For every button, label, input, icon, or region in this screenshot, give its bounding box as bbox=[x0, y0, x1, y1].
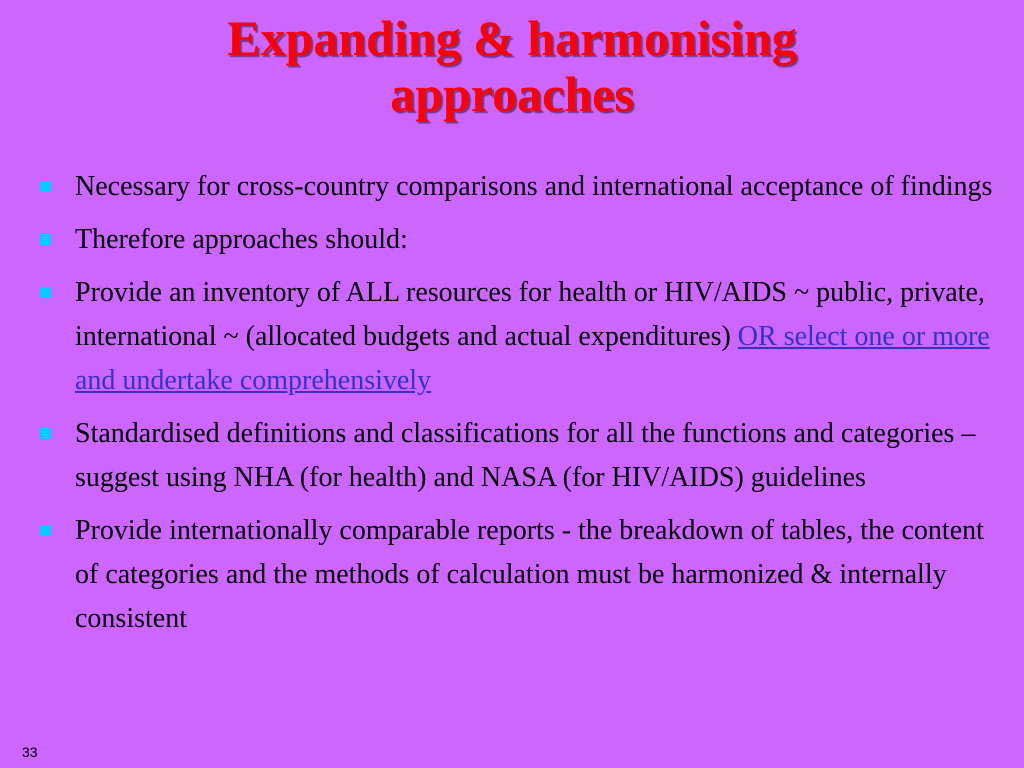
bullet-item bbox=[38, 509, 998, 641]
bullet-text: Necessary for cross-country comparisons and international acceptance of findings bbox=[75, 171, 993, 202]
bullet-item bbox=[38, 218, 998, 262]
bullet-text: Therefore approaches should: bbox=[75, 224, 408, 255]
bullet-text: Provide internationally comparable reports - the breakdown of tables, the content of categories and the methods of calculation must be harmonized & internally consistent bbox=[75, 515, 984, 634]
square-bullet-icon bbox=[40, 525, 51, 536]
square-bullet-icon bbox=[40, 287, 51, 298]
square-bullet-icon bbox=[40, 181, 51, 192]
bullet-item bbox=[38, 165, 998, 209]
slide-number: 33 bbox=[22, 744, 38, 760]
bullet-item bbox=[38, 412, 998, 500]
slide-title bbox=[0, 10, 1024, 122]
bullet-item bbox=[38, 271, 998, 403]
bullet-list bbox=[38, 165, 998, 650]
comprehensive-link[interactable]: OR select one or more and undertake comprehensively bbox=[75, 321, 990, 396]
square-bullet-icon bbox=[40, 428, 51, 439]
bullet-text: Provide an inventory of ALL resources for health or HIV/AIDS ~ public, private, international ~ (allocated budgets and actual expenditures) bbox=[75, 277, 985, 352]
bullet-text: Standardised definitions and classifications for all the functions and categories – suggest using NHA (for health) and NASA (for HIV/AIDS) guidelines bbox=[75, 418, 976, 493]
square-bullet-icon bbox=[40, 234, 51, 245]
slide-title-line-2: approaches bbox=[390, 66, 634, 122]
slide-title-line-1: Expanding & harmonising bbox=[227, 10, 797, 66]
